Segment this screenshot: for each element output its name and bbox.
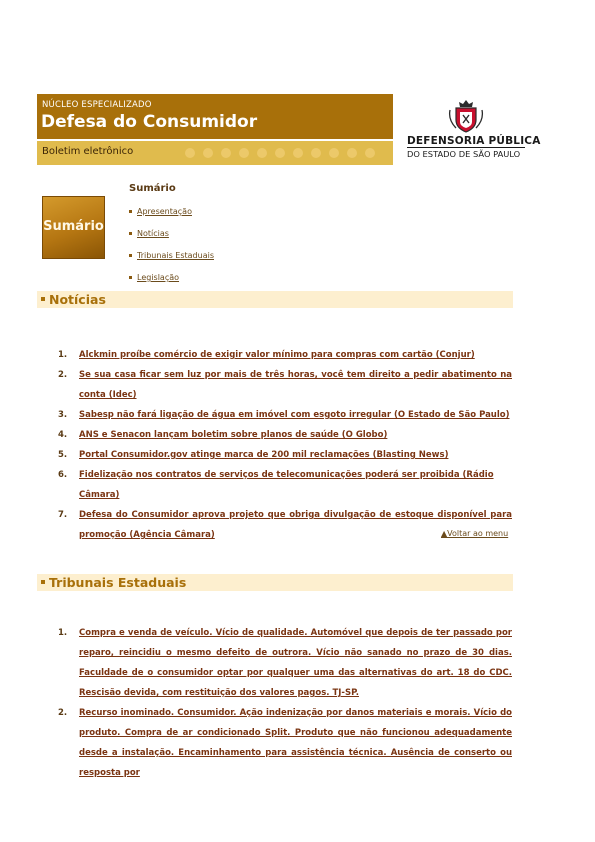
logo-line1: DEFENSORIA PÚBLICA — [407, 135, 541, 147]
sumario-badge — [42, 196, 105, 259]
news-link[interactable]: Sabesp não fará ligação de água em imóvel com esgoto irregular (O Estado de São Paulo) — [79, 410, 510, 420]
section-header-noticias — [37, 291, 513, 308]
item-number: 4. — [58, 430, 68, 440]
news-link[interactable]: ANS e Senacon lançam boletim sobre planos de saúde (O Globo) — [79, 430, 388, 440]
sumario-link-noticias[interactable]: Notícias — [137, 229, 169, 238]
back-to-menu-link[interactable]: ▲Voltar ao menu — [441, 529, 509, 538]
bullet-icon — [129, 232, 132, 235]
decorative-dot — [275, 148, 285, 158]
decorative-dot — [203, 148, 213, 158]
item-number: 1. — [58, 628, 68, 638]
decorative-dot — [347, 148, 357, 158]
section-bullet-icon — [41, 297, 45, 301]
back-to-menu — [441, 529, 508, 538]
item-number: 2. — [58, 370, 68, 380]
list-item — [58, 345, 512, 365]
news-link[interactable]: Se sua casa ficar sem luz por mais de três horas, você tem direito a pedir abatimento na conta (Idec) — [79, 370, 512, 400]
item-number: 1. — [58, 350, 68, 360]
list-item — [58, 505, 512, 545]
bullet-icon — [129, 254, 132, 257]
list-item — [58, 623, 512, 703]
banner-subtitle: Boletim eletrônico — [42, 146, 134, 157]
decorative-dot — [365, 148, 375, 158]
tribunais-list — [58, 623, 512, 783]
sumario-badge-label: Sumário — [43, 219, 104, 234]
list-item — [58, 365, 512, 405]
decorative-dot — [221, 148, 231, 158]
item-number: 6. — [58, 470, 68, 480]
coat-of-arms-icon — [446, 98, 486, 134]
decorative-dot — [311, 148, 321, 158]
list-item — [58, 465, 512, 505]
news-link[interactable]: Fidelização nos contratos de serviços de telecomunicações poderá ser proibida (Rádio Câmara) — [79, 470, 494, 500]
sumario-item-legislacao — [129, 273, 179, 282]
decorative-dot — [239, 148, 249, 158]
decorative-dot — [293, 148, 303, 158]
sumario-item-apresentacao — [129, 207, 192, 216]
noticias-list — [58, 345, 512, 545]
sumario-link-legislacao[interactable]: Legislação — [137, 273, 180, 282]
item-number: 7. — [58, 510, 68, 520]
item-number: 3. — [58, 410, 68, 420]
list-item — [58, 703, 512, 783]
news-link[interactable]: Alckmin proíbe comércio de exigir valor mínimo para compras com cartão (Conjur) — [79, 350, 475, 360]
section-header-tribunais — [37, 574, 513, 591]
sumario-link-apresentacao[interactable]: Apresentação — [137, 207, 192, 216]
sumario-title: Sumário — [129, 183, 176, 194]
bullet-icon — [129, 276, 132, 279]
item-number: 5. — [58, 450, 68, 460]
bullet-icon — [129, 210, 132, 213]
jurisprudence-link[interactable]: Recurso inominado. Consumidor. Ação indenização por danos materiais e morais. Vício do produto. Compra de ar condicionado Split. Produto que não funcionou adequadamente desde a instalação. Encaminhamento para assistência técnica. Ausência de conserto ou resposta por — [79, 708, 512, 778]
decorative-dot — [257, 148, 267, 158]
banner-title: Defesa do Consumidor — [41, 112, 258, 132]
section-title-noticias: Notícias — [49, 292, 106, 307]
sumario-item-noticias — [129, 229, 169, 238]
list-item — [58, 425, 512, 445]
decorative-dot — [329, 148, 339, 158]
sumario-link-tribunais[interactable]: Tribunais Estaduais — [137, 251, 214, 260]
list-item — [58, 405, 512, 425]
jurisprudence-link[interactable]: Compra e venda de veículo. Vício de qualidade. Automóvel que depois de ter passado por reparo, reincidiu o mesmo defeito de outrora. Vício não sanado no prazo de 30 dias. Faculdade de o consumidor optar por qualquer uma das alternativas do art. 18 do CDC. Rescisão devida, com restituição dos valores pagos. TJ-SP. — [79, 628, 512, 698]
list-item — [58, 445, 512, 465]
banner-kicker: NÚCLEO ESPECIALIZADO — [42, 100, 152, 110]
news-link[interactable]: Defesa do Consumidor aprova projeto que obriga divulgação de estoque disponível para promoção (Agência Câmara) — [79, 510, 512, 540]
logo-divider — [407, 147, 525, 148]
item-number: 2. — [58, 708, 68, 718]
section-bullet-icon — [41, 580, 45, 584]
decorative-dot — [185, 148, 195, 158]
sumario-item-tribunais — [129, 251, 214, 260]
section-title-tribunais: Tribunais Estaduais — [49, 575, 187, 590]
news-link[interactable]: Portal Consumidor.gov atinge marca de 200 mil reclamações (Blasting News) — [79, 450, 449, 460]
logo-line2: DO ESTADO DE SÃO PAULO — [407, 149, 521, 159]
